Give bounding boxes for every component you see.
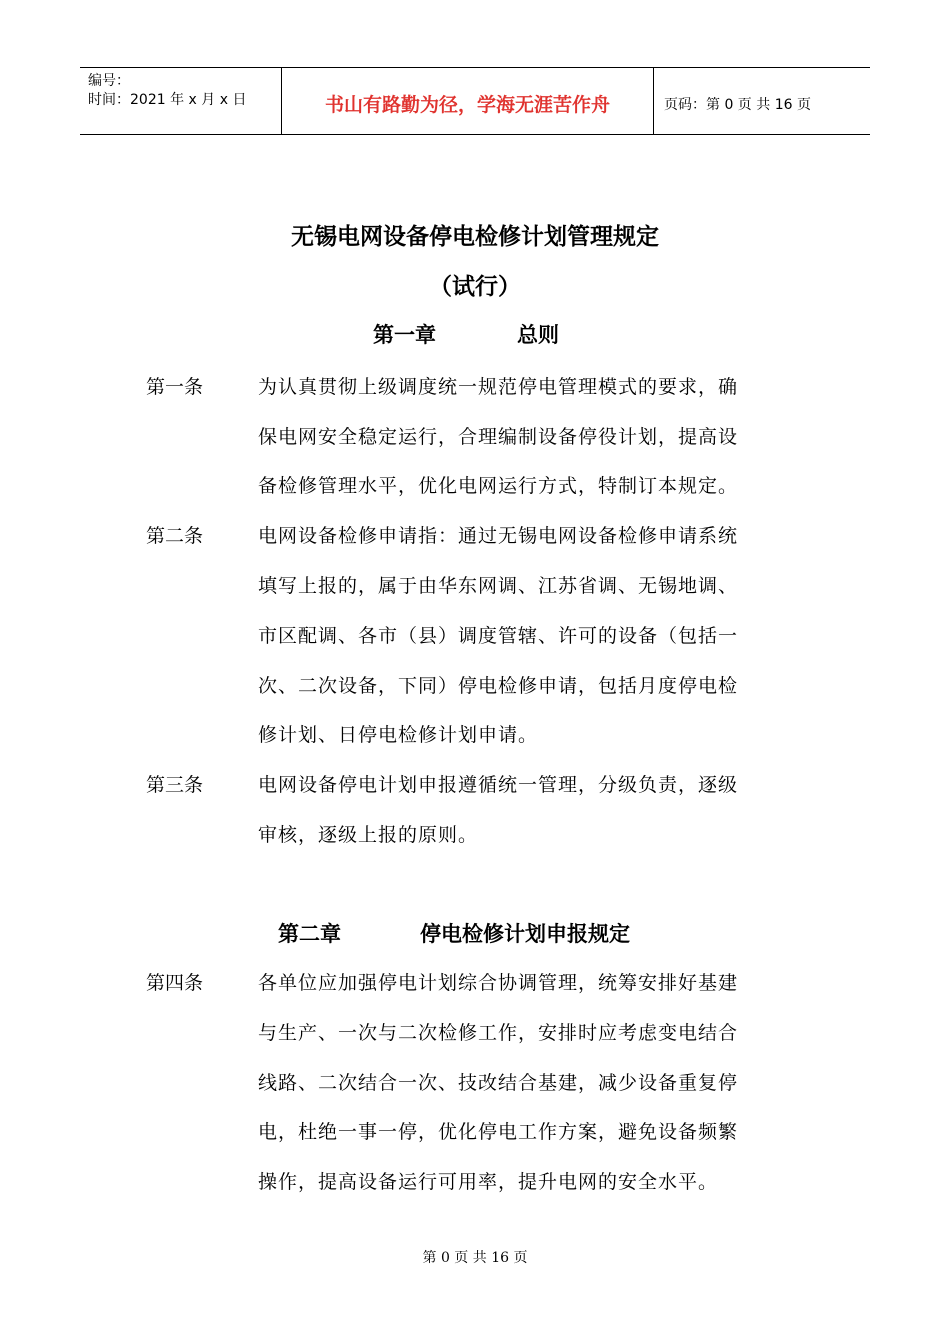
motto: 书山有路勤为径，学海无涯苦作舟: [324, 94, 610, 116]
article-4-line-1: 各单位应加强停电计划综合协调管理，统筹安排好基建: [258, 972, 739, 994]
article-2-line-2: 填写上报的，属于由华东网调、江苏省调、无锡地调、: [258, 575, 739, 597]
page-footer: 第 0 页 共 16 页: [422, 1250, 528, 1266]
article-2-line-3: 市区配调、各市（县）调度管辖、许可的设备（包括一: [258, 625, 739, 647]
document-title: 无锡电网设备停电检修计划管理规定: [291, 224, 659, 250]
article-3-line-1: 电网设备停电计划申报遵循统一管理，分级负责，逐级: [258, 774, 739, 796]
article-1-label: 第一条: [146, 376, 204, 398]
page-info: 页码：第 0 页 共 16 页: [664, 97, 811, 113]
article-4-line-5: 操作，提高设备运行可用率，提升电网的安全水平。: [258, 1171, 719, 1193]
article-1-line-1: 为认真贯彻上级调度统一规范停电管理模式的要求，确: [258, 376, 739, 398]
article-2-line-5: 修计划、日停电检修计划申请。: [258, 724, 539, 746]
header-motto-cell: [282, 68, 654, 134]
article-4-line-3: 线路、二次结合一次、技改结合基建，减少设备重复停: [258, 1072, 739, 1094]
article-2-label: 第二条: [146, 525, 204, 547]
number-label: 编号：: [88, 73, 130, 89]
chapter-1-number: 第一章: [373, 323, 436, 347]
article-2-line-1: 电网设备检修申请指：通过无锡电网设备检修申请系统: [258, 525, 739, 547]
header-table: [80, 67, 870, 135]
article-3-label: 第三条: [146, 774, 204, 796]
time-label: 时间：2021 年 x 月 x 日: [88, 92, 247, 108]
chapter-2-name: 停电检修计划申报规定: [420, 922, 630, 946]
article-2-line-4: 次、二次设备，下同）停电检修申请，包括月度停电检: [258, 675, 739, 697]
document-subtitle: （试行）: [429, 274, 521, 300]
header-page-cell: [654, 68, 870, 134]
article-1-line-3: 备检修管理水平，优化电网运行方式，特制订本规定。: [258, 475, 739, 497]
chapter-1-name: 总则: [517, 323, 559, 347]
chapter-2-number: 第二章: [278, 922, 341, 946]
article-3-line-2: 审核，逐级上报的原则。: [258, 824, 479, 846]
article-4-line-4: 电，杜绝一事一停，优化停电工作方案，避免设备频繁: [258, 1121, 739, 1143]
article-1-line-2: 保电网安全稳定运行，合理编制设备停役计划，提高设: [258, 426, 739, 448]
header-meta: [80, 68, 282, 134]
article-4-label: 第四条: [146, 972, 204, 994]
article-4-line-2: 与生产、一次与二次检修工作，安排时应考虑变电结合: [258, 1022, 739, 1044]
